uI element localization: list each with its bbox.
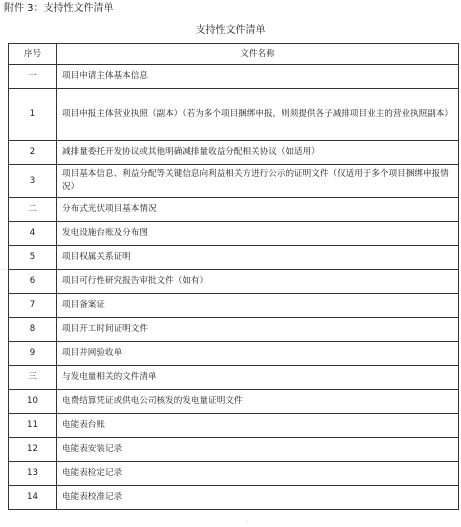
row-name: 项目权属关系证明 (57, 246, 459, 270)
table-row (9, 165, 459, 198)
table-row (9, 198, 459, 222)
table-row (9, 486, 459, 510)
table-row (9, 222, 459, 246)
row-number: 3 (9, 165, 57, 198)
table-row (9, 270, 459, 294)
row-number: 14 (9, 486, 57, 510)
row-number: 5 (9, 246, 57, 270)
table-row (9, 438, 459, 462)
table-row (9, 294, 459, 318)
row-name: 电费结算凭证或供电公司核发的发电量证明文件 (57, 390, 459, 414)
row-number: 二 (9, 198, 57, 222)
table-row (9, 318, 459, 342)
row-name: 电能表台账 (57, 414, 459, 438)
row-name: 发电设施台账及分布图 (57, 222, 459, 246)
table-row (9, 89, 459, 141)
row-name: 项目基本信息、利益分配等关键信息向利益相关方进行公示的证明文件（仅适用于多个项目捆绑申报情况） (57, 165, 459, 198)
row-name: 减排量委托开发协议或其他明确减排量收益分配相关协议（如适用） (57, 141, 459, 165)
row-name: 项目申请主体基本信息 (57, 65, 459, 89)
table-row (9, 65, 459, 89)
table-header-row (9, 44, 459, 65)
row-name: 项目可行性研究报告审批文件（如有） (57, 270, 459, 294)
row-number: 10 (9, 390, 57, 414)
supporting-documents-table (8, 43, 459, 510)
row-number: 8 (9, 318, 57, 342)
row-number: 7 (9, 294, 57, 318)
row-number: 4 (9, 222, 57, 246)
annex-label: 附件 3：支持性文件清单 (4, 3, 114, 14)
document-title: 支持性文件清单 (195, 25, 266, 36)
row-name: 电能表检定记录 (57, 462, 459, 486)
row-number: 9 (9, 342, 57, 366)
row-number: 1 (9, 89, 57, 141)
row-number: 6 (9, 270, 57, 294)
row-name: 电能表校准记录 (57, 486, 459, 510)
row-number: 13 (9, 462, 57, 486)
row-number: 一 (9, 65, 57, 89)
table-row (9, 246, 459, 270)
header-name: 文件名称 (57, 44, 459, 65)
row-name: 分布式光伏项目基本情况 (57, 198, 459, 222)
table-row (9, 366, 459, 390)
table-row (9, 414, 459, 438)
row-name: 项目备案证 (57, 294, 459, 318)
row-name: 项目申报主体营业执照（副本）（若为多个项目捆绑申报，则须提供各子减排项目业主的营业执照副本） (57, 89, 459, 141)
table-row (9, 141, 459, 165)
margin-mark: … (1, 265, 7, 272)
table-row (9, 342, 459, 366)
table-row (9, 462, 459, 486)
row-name: 项目并网验收单 (57, 342, 459, 366)
row-number: 2 (9, 141, 57, 165)
row-number: 11 (9, 414, 57, 438)
page-edge-mark: ' (246, 520, 248, 527)
row-number: 12 (9, 438, 57, 462)
row-name: 电能表安装记录 (57, 438, 459, 462)
row-name: 与发电量相关的文件清单 (57, 366, 459, 390)
row-number: 三 (9, 366, 57, 390)
header-number: 序号 (9, 44, 57, 65)
row-name: 项目开工时间证明文件 (57, 318, 459, 342)
table-row (9, 390, 459, 414)
